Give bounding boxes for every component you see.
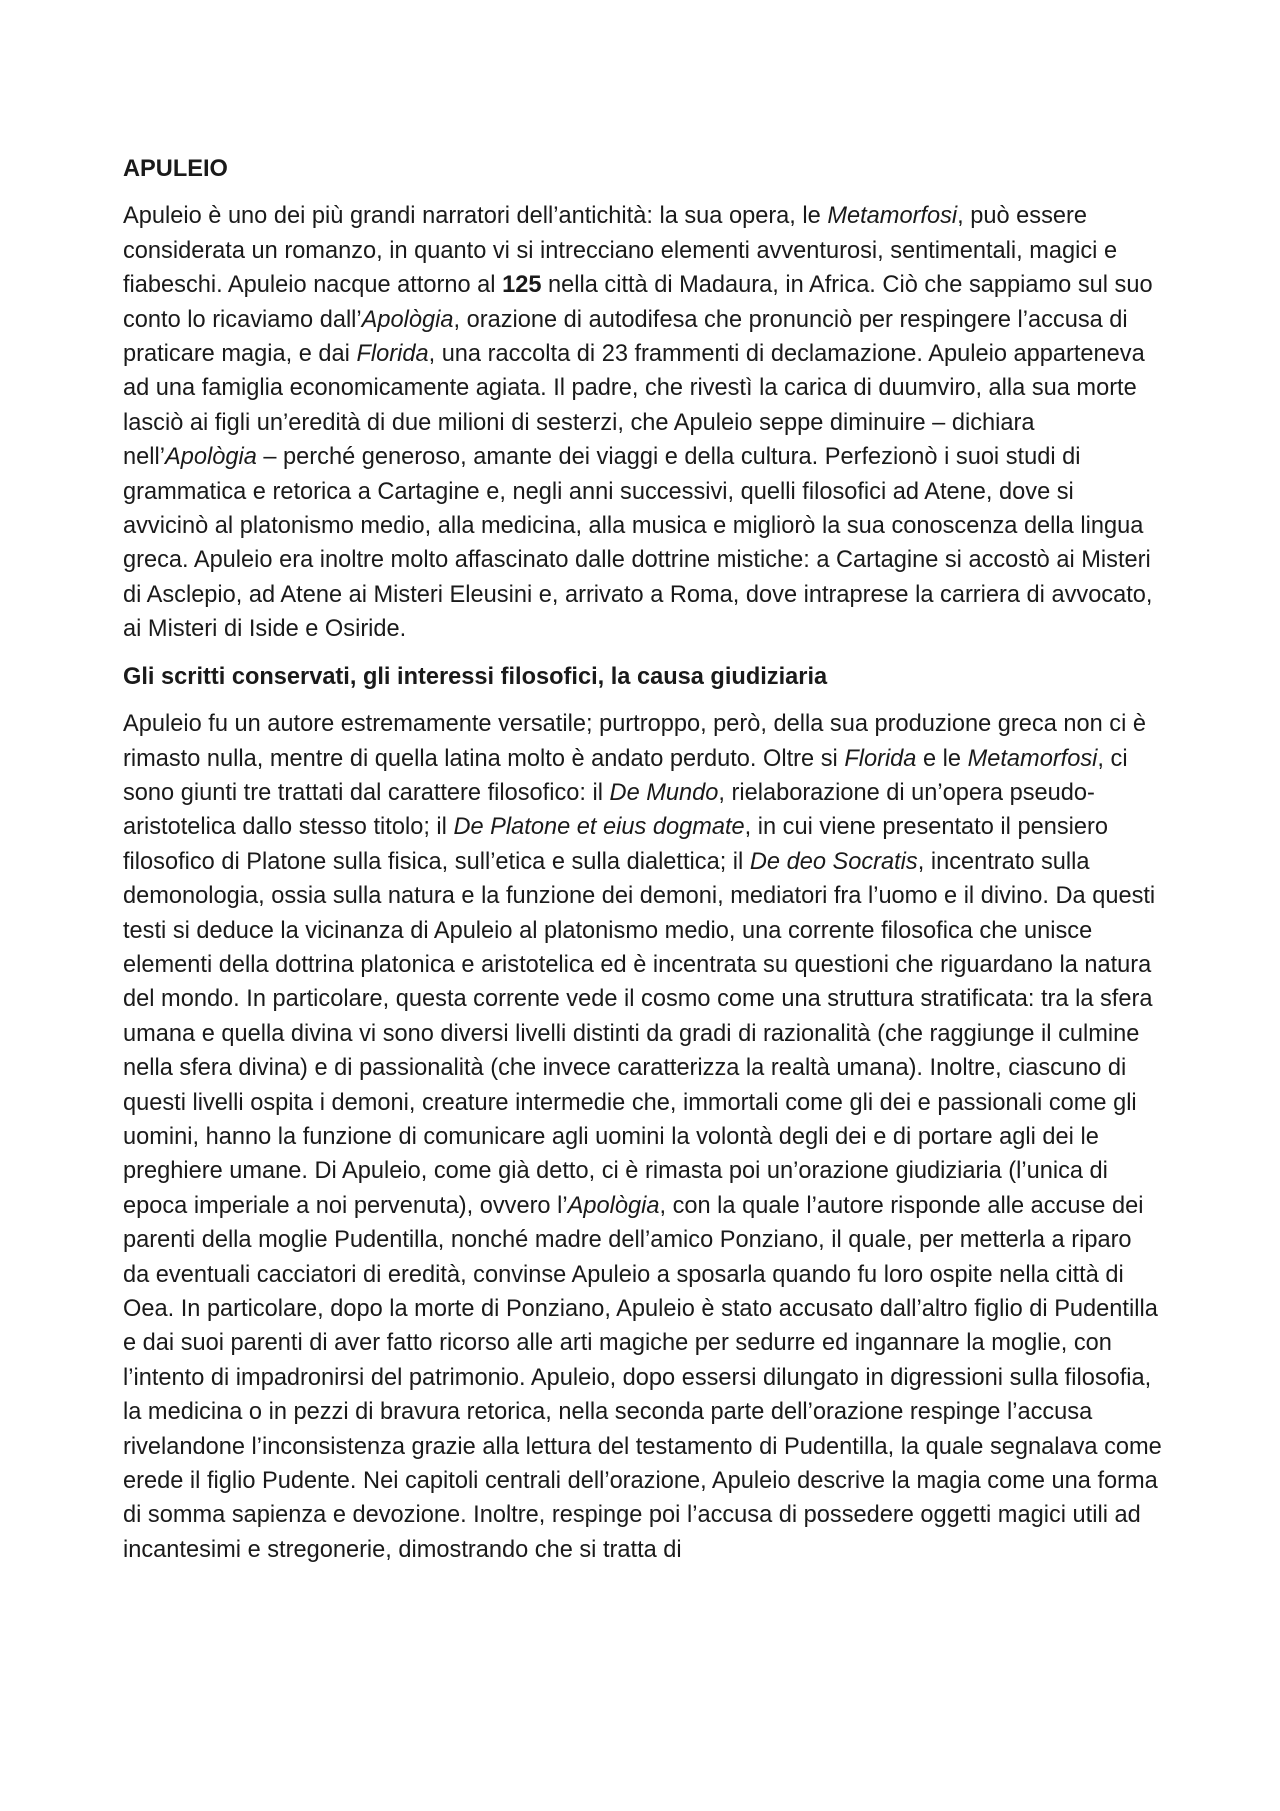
- text-segment: – perché generoso, amante dei viaggi e della cultura. Perfezionò i suoi studi di grammatica e retorica a Cartagine e, negli anni successivi, quelli filosofici ad Atene, dove si avvicinò al platonismo medio, alla medicina, alla musica e migliorò la sua conoscenza della lingua greca. Apuleio era inoltre molto affascinato dalle dottrine mistiche: a Cartagine si accostò ai Misteri di Asclepio, ad Atene ai Misteri Eleusini e, arrivato a Roma, dove intraprese la carriera di avvocato, ai Misteri di Iside e Osiride.: [123, 444, 1153, 643]
- italic-text: Apològia: [567, 1192, 660, 1219]
- italic-text: De deo Socratis: [749, 848, 918, 875]
- italic-text: De Platone et eius dogmate: [453, 814, 745, 841]
- text-segment: , rielaborazione di un’opera pseudo-aristotelica dallo stesso titolo; il: [123, 779, 1095, 841]
- italic-text: Metamorfosi: [967, 745, 1098, 772]
- italic-text: De Mundo: [609, 779, 719, 806]
- text-segment: , in cui viene presentato il pensiero filosofico di Platone sulla fisica, sull’etica e sulla dialettica; il: [123, 814, 1108, 875]
- italic-text: Apològia: [361, 306, 454, 333]
- document-body: [123, 152, 1163, 1567]
- italic-text: Metamorfosi: [827, 203, 958, 230]
- text-segment: e le: [916, 745, 968, 772]
- text-segment: Apuleio è uno dei più grandi narratori dell’antichità: la sua opera, le: [123, 203, 828, 230]
- text-segment: nella città di Madaura, in Africa. Ciò che sappiamo sul suo conto lo ricaviamo dall’: [123, 272, 1153, 333]
- text-segment: , può essere considerata un romanzo, in quanto vi si intrecciano elementi avventurosi, sentimentali, magici e fiabeschi. Apuleio nacque attorno al: [123, 203, 1118, 299]
- paragraph-writings: [123, 707, 1163, 1567]
- text-segment: , con la quale l’autore risponde alle accuse dei parenti della moglie Pudentilla, nonché madre dell’amico Ponziano, il quale, per metterla a riparo da eventuali cacciatori di eredità, convinse Apuleio a sposarla quando fu loro ospite nella città di Oea. In particolare, dopo la morte di Ponziano, Apuleio è stato accusato dall’altro figlio di Pudentilla e dai suoi parenti di aver fatto ricorso alle arti magiche per sedurre ed ingannare la moglie, con l’intento di impadronirsi del patrimonio. Apuleio, dopo essersi dilungato in digressioni sulla filosofia, la medicina o in pezzi di bravura retorica, nella seconda parte dell’orazione respinge l’accusa rivelandone l’inconsistenza grazie alla lettura del testamento di Pudentilla, la quale segnalava come erede il figlio Pudente. Nei capitoli centrali dell’orazione, Apuleio descrive la magia come una forma di somma sapienza e devozione. Inoltre, respinge poi l’accusa di possedere oggetti magici utili ad incantesimi e stregonerie, dimostrando che si tratta di: [123, 1192, 1162, 1563]
- text-segment: , ci sono giunti tre trattati dal carattere filosofico: il: [123, 745, 1128, 806]
- bold-text: 125: [502, 272, 542, 299]
- text-segment: , orazione di autodifesa che pronunciò per respingere l’accusa di praticare magia, e dai: [123, 306, 1128, 368]
- document-title: APULEIO: [123, 156, 228, 182]
- paragraph-biography: [123, 199, 1163, 646]
- text-segment: Apuleio fu un autore estremamente versatile; purtroppo, però, della sua produzione greca non ci è rimasto nulla, mentre di quella latina molto è andato perduto. Oltre si: [123, 711, 1147, 772]
- text-segment: , una raccolta di 23 frammenti di declamazione. Apuleio apparteneva ad una famiglia economicamente agiata. Il padre, che rivestì la carica di duumviro, alla sua morte lasciò ai figli un’eredità di due milioni di sesterzi, che Apuleio seppe diminuire – dichiara nell’: [123, 341, 1145, 471]
- italic-text: Florida: [356, 341, 429, 368]
- section-heading: Gli scritti conservati, gli interessi filosofici, la causa giudiziaria: [123, 663, 828, 690]
- italic-text: Apològia: [164, 444, 257, 471]
- text-segment: , incentrato sulla demonologia, ossia sulla natura e la funzione dei demoni, mediatori fra l’uomo e il divino. Da questi testi si deduce la vicinanza di Apuleio al platonismo medio, una corrente filosofica che unisce elementi della dottrina platonica e aristotelica ed è incentrata su questioni che riguardano la natura del mondo. In particolare, questa corrente vede il cosmo come una struttura stratificata: tra la sfera umana e quella divina vi sono diversi livelli distinti da gradi di razionalità (che raggiunge il culmine nella sfera divina) e di passionalità (che invece caratterizza la realtà umana). Inoltre, ciascuno di questi livelli ospita i demoni, creature intermedie che, immortali come gli dei e passionali come gli uomini, hanno la funzione di comunicare agli uomini la volontà degli dei e di portare agli dei le preghiere umane. Di Apuleio, come già detto, ci è rimasta poi un’orazione giudiziaria (l’unica di epoca imperiale a noi pervenuta), ovvero l’: [123, 848, 1156, 1219]
- italic-text: Florida: [844, 745, 917, 772]
